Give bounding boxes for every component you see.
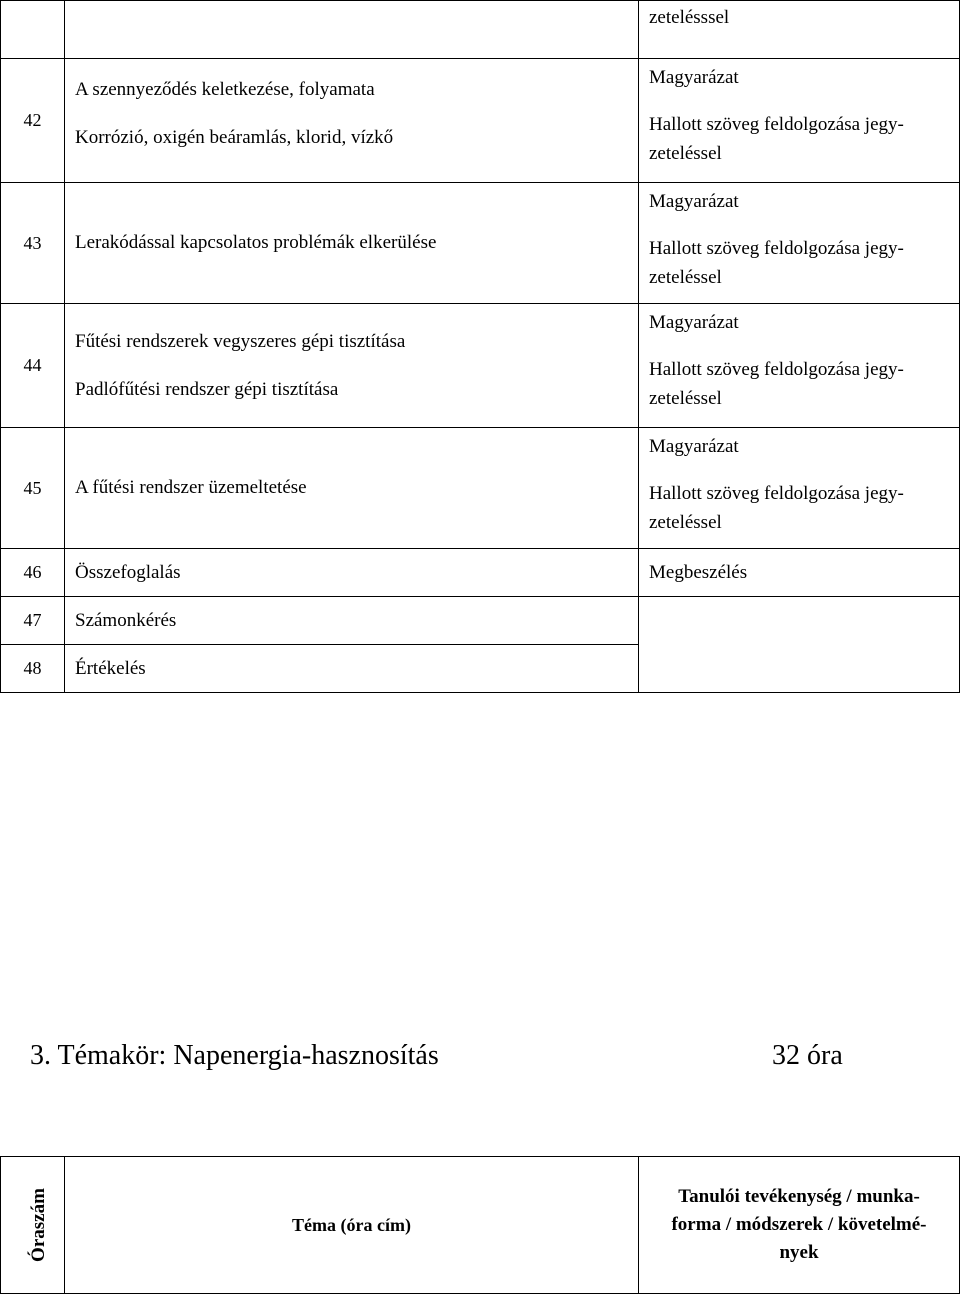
activity-text: Hallott szöveg feldolgozása jegy-: [649, 238, 904, 259]
activity-text: Hallott szöveg feldolgozása jegy-: [649, 359, 904, 380]
activity-text: zeteléssel: [649, 143, 722, 164]
header-cell-activity: [639, 1157, 960, 1294]
topic-text: Korrózió, oxigén beáramlás, klorid, vízkő: [75, 127, 394, 148]
row-number: 43: [1, 183, 65, 304]
activity-text: Magyarázat: [649, 312, 739, 333]
table-row: [1, 428, 960, 549]
table-row: [1, 304, 960, 428]
header-activity-line: nyek: [779, 1242, 819, 1263]
section-heading: [30, 1036, 930, 1076]
row-number: 42: [1, 59, 65, 183]
header-activity-line: Tanulói tevékenység / munka-: [678, 1186, 920, 1207]
topic-text: Padlófűtési rendszer gépi tisztítása: [75, 378, 339, 400]
section-title: 3. Témakör: Napenergia-hasznosítás: [30, 1040, 439, 1071]
header-hours-label: Óraszám: [27, 1188, 49, 1262]
header-row: [1, 1157, 960, 1294]
table-row: [1, 1, 960, 59]
row-number: 45: [1, 428, 65, 549]
section-hours: 32 óra: [772, 1040, 843, 1071]
header-activity-line: forma / módszerek / követelmé-: [671, 1214, 927, 1235]
activity-text: Magyarázat: [649, 67, 739, 88]
row-number: 47: [1, 597, 65, 645]
topic-text: A szennyeződés keletkezése, folyamata: [75, 79, 375, 100]
activity-text: Megbeszélés: [649, 561, 748, 583]
table-row: [1, 549, 960, 597]
activity-text: Hallott szöveg feldolgozása jegy-: [649, 114, 904, 135]
header-topic-label: Téma (óra cím): [292, 1214, 411, 1235]
topic-text: Lerakódással kapcsolatos problémák elkerülése: [75, 232, 437, 253]
topic-text: Értékelés: [75, 657, 146, 679]
topic-text: Fűtési rendszerek vegyszeres gépi tisztítása: [75, 330, 406, 352]
activity-continuation: zetelésssel: [649, 7, 730, 28]
header-table: [0, 1156, 960, 1294]
table-row: [1, 59, 960, 183]
topic-text: Összefoglalás: [75, 561, 181, 583]
activity-text: zeteléssel: [649, 388, 722, 409]
header-cell-topic: [65, 1157, 639, 1294]
activity-text: Magyarázat: [649, 436, 739, 457]
activity-text: zeteléssel: [649, 267, 722, 288]
topic-text: A fűtési rendszer üzemeltetése: [75, 477, 307, 498]
activity-text: Hallott szöveg feldolgozása jegy-: [649, 483, 904, 504]
row-number: 46: [1, 549, 65, 597]
table-row: [1, 597, 960, 645]
topic-text: Számonkérés: [75, 609, 177, 631]
header-cell-hours: [1, 1157, 65, 1294]
activity-text: Magyarázat: [649, 191, 739, 212]
table-row: [1, 183, 960, 304]
row-number: 48: [1, 645, 65, 693]
row-number: 44: [1, 304, 65, 428]
activity-text: zeteléssel: [649, 512, 722, 533]
